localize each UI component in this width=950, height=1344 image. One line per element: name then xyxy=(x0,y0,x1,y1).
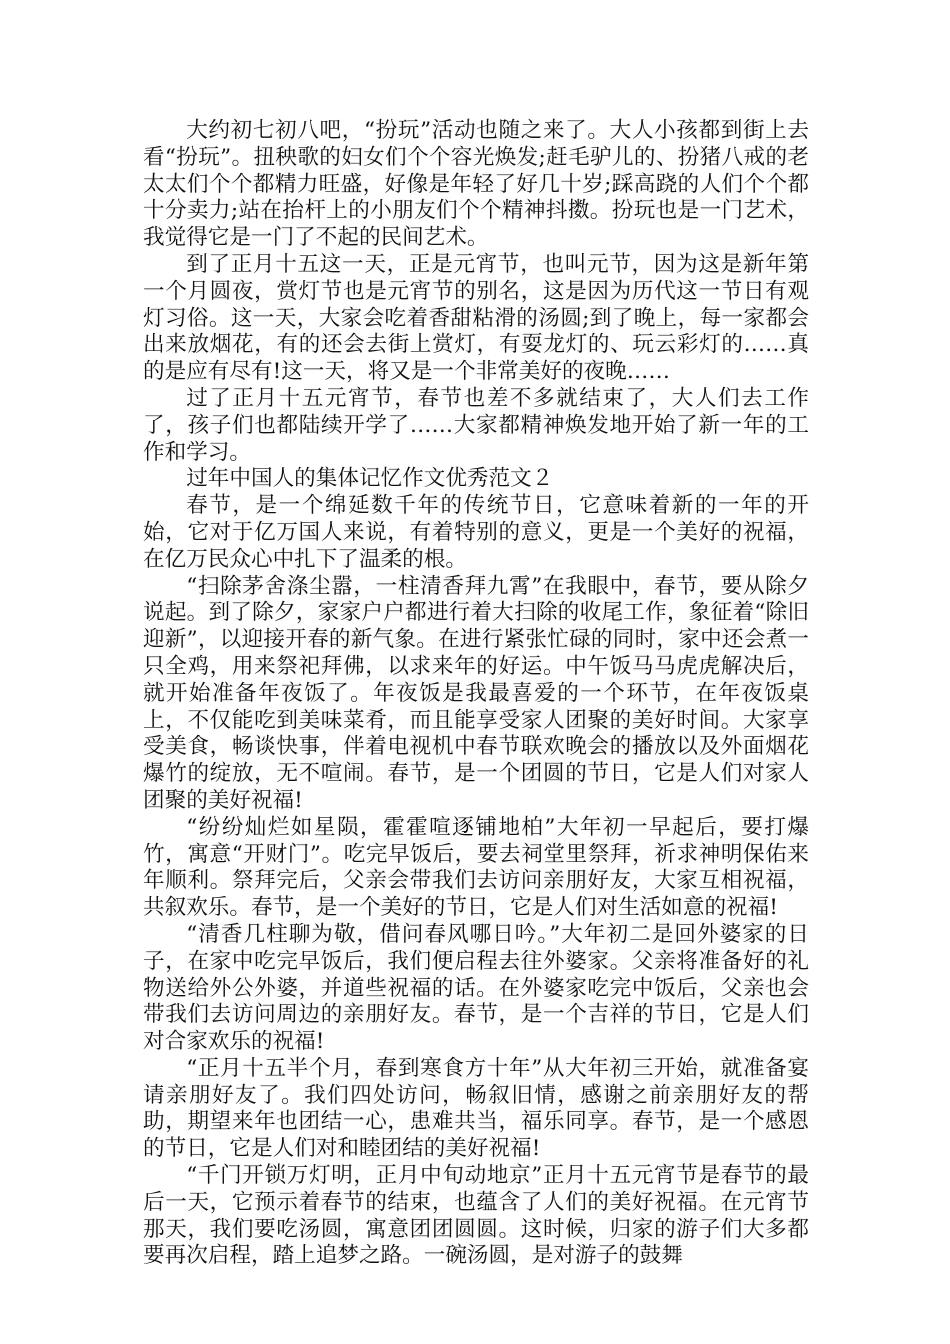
paragraph-yuanxiao: “千门开锁万灯明，正月中旬动地京”正月十五元宵节是春节的最后一天，它预示着春节的结束，也蕴含了人们的美好祝福。在元宵节那天，我们要吃汤圆，寓意团团圆圆。这时候，归家的游子们大多都要再次启程，踏上追梦之路。一碗汤圆，是对游子的鼓舞 xyxy=(143,1163,809,1269)
paragraph-after-festival: 过了正月十五元宵节，春节也差不多就结束了，大人们去工作了，孩子们也都陆续开学了……大家都精神焕发地开始了新一年的工作和学习。 xyxy=(143,385,809,465)
paragraph-first-day: “纷纷灿烂如星陨，霍霍喧逐铺地柏”大年初一早起后，要打爆竹，寓意“开财门”。吃完早饭后，要去祠堂里祭拜，祈求神明保佑来年顺利。祭拜完后，父亲会带我们去访问亲朋好友，大家互相祝福，共叙欢乐。春节，是一个美好的节日，它是人们对生活如意的祝福! xyxy=(143,814,809,921)
document-body xyxy=(143,118,809,1270)
section-title: 过年中国人的集体记忆作文优秀范文２ xyxy=(186,466,554,492)
paragraph-yangge: 大约初七初八吧，“扮玩”活动也随之来了。大人小孩都到街上去看“扮玩”。扭秧歌的妇女们个个容光焕发;赶毛驴儿的、扮猪八戒的老太太们个个都精力旺盛，好像是年轻了好几十岁;踩高跷的人们个个都十分卖力;站在抬杆上的小朋友们个个精神抖擞。扮玩也是一门艺术，我觉得它是一门了不起的民间艺术。 xyxy=(143,118,809,251)
paragraph-third-day: “正月十五半个月，春到寒食方十年”从大年初三开始，就准备宴请亲朋好友了。我们四处访问，畅叙旧情，感谢之前亲朋好友的帮助，期望来年也团结一心，患难共当，福乐同享。春节，是一个感恩的节日，它是人们对和睦团结的美好祝福! xyxy=(143,1055,809,1162)
paragraph-intro: 春节，是一个绵延数千年的传统节日，它意味着新的一年的开始，它对于亿万国人来说，有着特别的意义，更是一个美好的祝福，在亿万民众心中扎下了温柔的根。 xyxy=(143,493,809,572)
paragraph-new-years-eve: “扫除茅舍涤尘嚣，一柱清香拜九霄”在我眼中，春节，要从除夕说起。到了除夕，家家户户都进行着大扫除的收尾工作，象征着“除旧迎新”，以迎接开春的新气象。在进行紧张忙碌的同时，家中还会煮一只全鸡，用来祭祀拜佛，以求来年的好运。中午饭马马虎虎解决后，就开始准备年夜饭了。年夜饭是我最喜爱的一个环节，在年夜饭桌上，不仅能吃到美味菜肴，而且能享受家人团聚的美好时间。大家享受美食，畅谈快事，伴着电视机中春节联欢晚会的播放以及外面烟花爆竹的绽放，无不喧闹。春节，是一个团圆的节日，它是人们对家人团聚的美好祝福! xyxy=(143,573,809,813)
paragraph-lantern-festival: 到了正月十五这一天，正是元宵节，也叫元节，因为这是新年第一个月圆夜，赏灯节也是元宵节的别名，这是因为历代这一节日有观灯习俗。这一天，大家会吃着香甜粘滑的汤圆;到了晚上，每一家都会出来放烟花，有的还会去街上赏灯，有耍龙灯的、玩云彩灯的……真的是应有尽有!这一天，将又是一个非常美好的夜晚…… xyxy=(143,251,809,385)
paragraph-second-day: “清香几柱聊为敬，借问春风哪日吟。”大年初二是回外婆家的日子，在家中吃完早饭后，我们便启程去往外婆家。父亲将准备好的礼物送给外公外婆，并道些祝福的话。在外婆家吃完中饭后，父亲也会带我们去访问周边的亲朋好友。春节，是一个吉祥的节日，它是人们对合家欢乐的祝福! xyxy=(143,921,809,1055)
